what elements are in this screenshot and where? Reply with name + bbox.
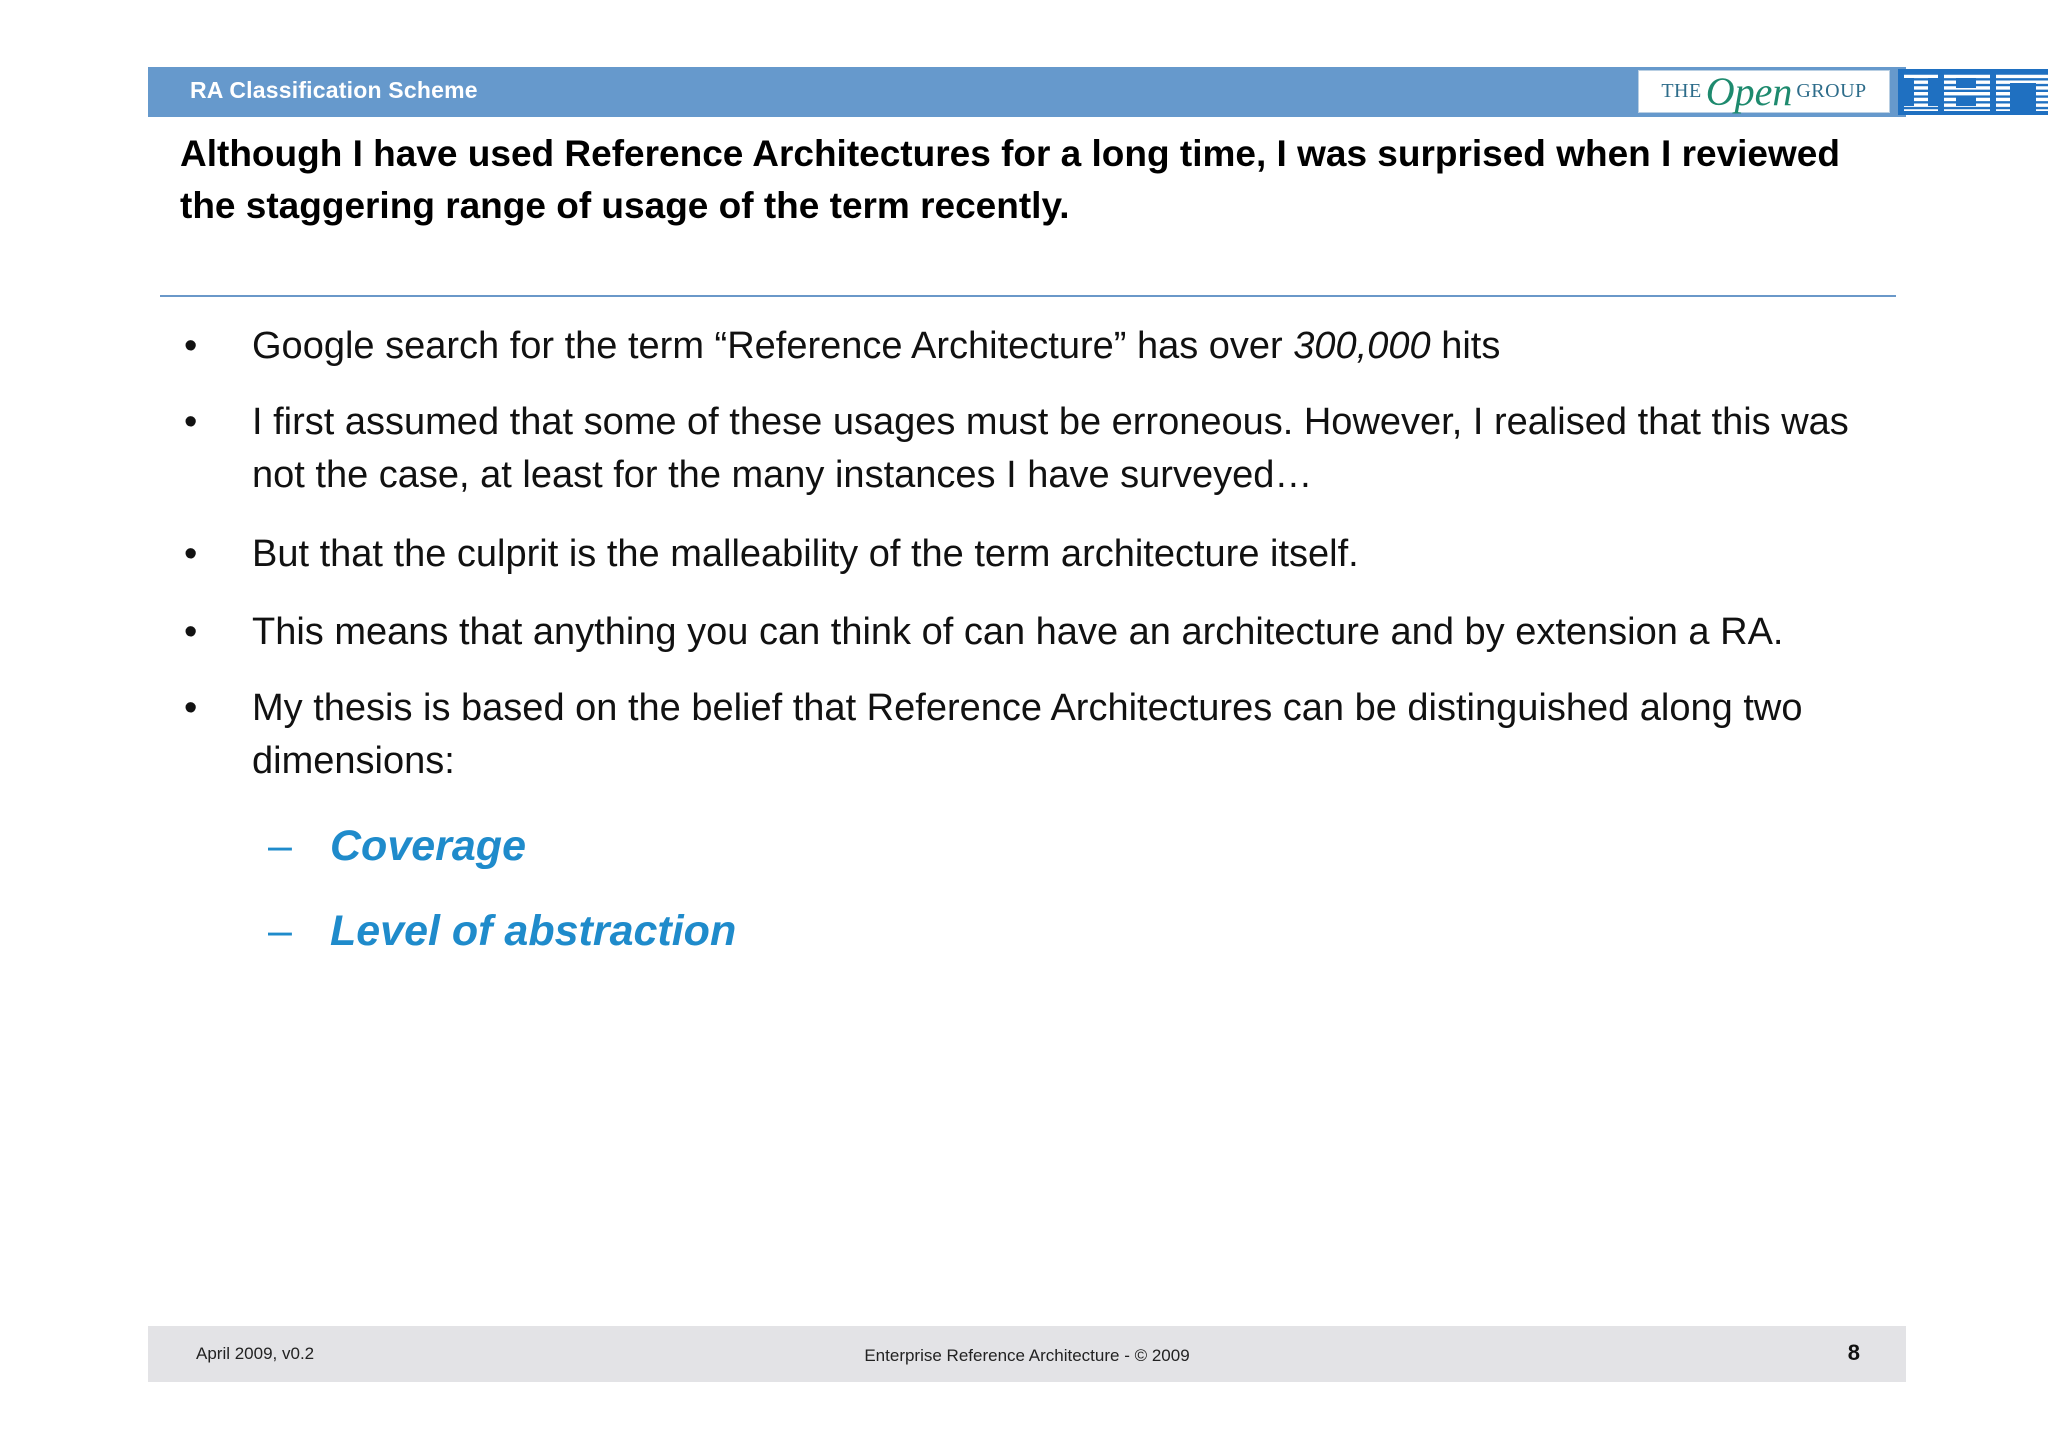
bullet-item [180,606,1783,659]
header-bar [148,67,1906,117]
bullet-dot: • [184,401,198,443]
sub-bullet-dash: – [268,822,292,870]
open-group-logo-group: GROUP [1796,80,1867,102]
bullet-item [180,320,1500,373]
bullet-text: I first assumed that some of these usages must be erroneous. However, I realised that this was not the case, at least for the many instances I have surveyed… [252,401,1849,496]
slide-section-title: RA Classification Scheme [190,77,478,103]
bullet-text: But that the culprit is the malleability of the term architecture itself. [252,533,1359,575]
bullet-dot: • [184,611,198,653]
bullet-dot: • [184,687,198,729]
bullet-text-before: Google search for the term “Reference Architecture” has over [252,325,1294,367]
open-group-logo-the: THE [1661,80,1702,102]
bullet-item [180,396,1900,502]
bullet-dot: • [184,325,198,367]
open-group-logo [1638,70,1890,113]
open-group-logo-open: Open [1705,68,1793,114]
slide-headline: Although I have used Reference Architectures for a long time, I was surprised when I reviewed the staggering range of usage of the term recently. [180,133,1840,226]
bullet-text: My thesis is based on the belief that Reference Architectures can be distinguished along two dimensions: [252,687,1803,782]
page-number: 8 [1847,1340,1860,1365]
slide-footer [148,1326,1906,1382]
bullet-item [180,528,1359,581]
sub-bullet-text: Level of abstraction [330,907,737,955]
footer-copyright: Enterprise Reference Architecture - © 2009 [864,1346,1190,1365]
bullet-dot: • [184,533,198,575]
bullet-emphasis: 300,000 [1293,325,1431,367]
footer-date-version: April 2009, v0.2 [196,1344,315,1363]
bullet-item [180,682,1900,788]
divider-line [160,295,1896,297]
sub-bullet-text: Coverage [330,822,526,870]
bullet-text: This means that anything you can think of can have an architecture and by extension a RA. [252,611,1784,653]
ibm-logo [1898,69,2048,115]
sub-bullet-dash: – [268,907,292,955]
bullet-text-after: hits [1430,325,1501,367]
